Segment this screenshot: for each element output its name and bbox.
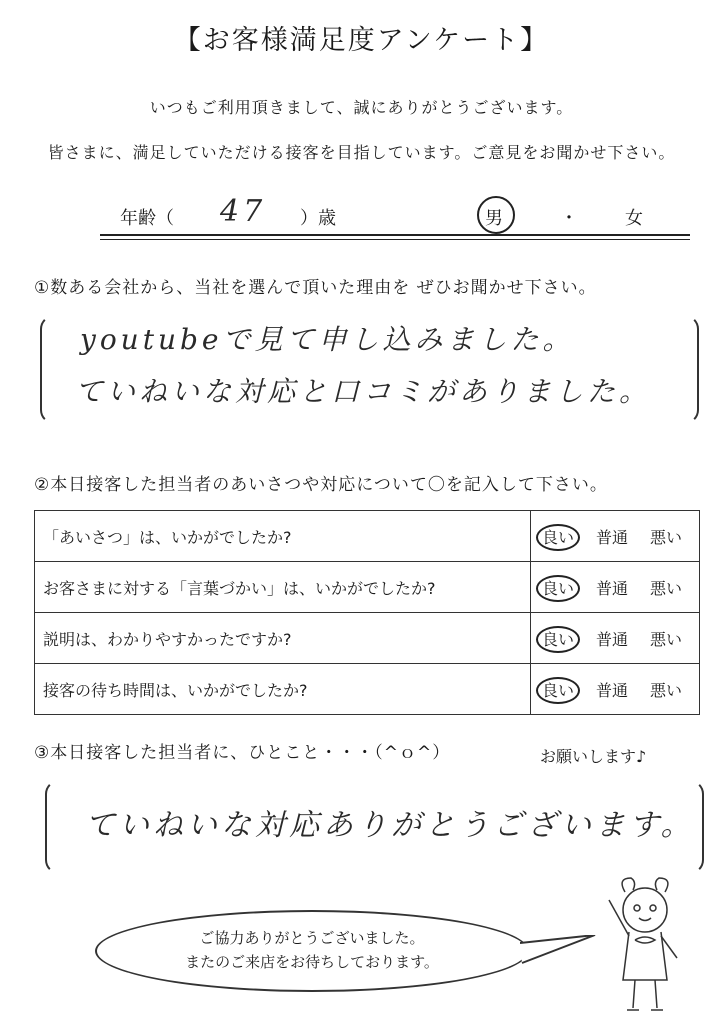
table-row xyxy=(35,613,700,664)
rating-option[interactable] xyxy=(585,576,639,599)
speech-bubble-tail xyxy=(520,935,600,975)
rating-options xyxy=(531,562,700,613)
request-text: お願いします♪ xyxy=(540,747,647,766)
rating-option-label: 悪い xyxy=(649,578,682,598)
rating-option[interactable] xyxy=(531,678,585,701)
answer-3-text: ていねいな対応ありがとうございます。 xyxy=(85,808,695,843)
rating-option-label: 普通 xyxy=(595,578,628,598)
rating-option-label: 普通 xyxy=(595,680,628,700)
divider xyxy=(100,234,690,236)
rating-option-label: 良い xyxy=(536,677,580,704)
rating-option-label: 良い xyxy=(536,524,580,551)
question-3: ③本日接客した担当者に、ひとこと・・・（^ｏ^） xyxy=(34,743,451,763)
question-2: ②本日接客した担当者のあいさつや対応について〇を記入して下さい。 xyxy=(34,475,608,495)
question-1: ①数ある会社から、当社を選んで頂いた理由を ぜひお聞かせ下さい。 xyxy=(34,278,597,298)
rating-option-label: 悪い xyxy=(649,629,682,649)
rating-option-label: 悪い xyxy=(649,527,682,547)
closing-line-2: またのご来店をお待ちしております。 xyxy=(185,953,439,971)
rating-option[interactable] xyxy=(639,576,693,599)
rating-option[interactable] xyxy=(639,525,693,548)
closing-line-1: ご協力ありがとうございました。 xyxy=(199,929,425,947)
intro-line-1: いつもご利用頂きまして、誠にありがとうございます。 xyxy=(149,98,574,117)
age-suffix: ）歳 xyxy=(300,208,336,229)
age-value[interactable]: 47 xyxy=(220,194,267,229)
row-question: 接客の待ち時間は、いかがでしたか? xyxy=(35,664,531,715)
gender-male-label: 男 xyxy=(485,208,503,229)
rating-option[interactable] xyxy=(639,627,693,650)
rating-options xyxy=(531,511,700,562)
rating-option[interactable] xyxy=(585,678,639,701)
row-question: お客さまに対する「言葉づかい」は、いかがでしたか? xyxy=(35,562,531,613)
row-question: 説明は、わかりやすかったですか? xyxy=(35,613,531,664)
table-row xyxy=(35,664,700,715)
rating-option[interactable] xyxy=(639,678,693,701)
rating-option[interactable] xyxy=(531,525,585,548)
gender-male-option[interactable] xyxy=(485,204,503,230)
rating-option[interactable] xyxy=(531,576,585,599)
age-label: 年齢（ xyxy=(120,208,174,229)
selected-circle xyxy=(477,196,515,234)
table-row xyxy=(35,562,700,613)
rating-option-label: 良い xyxy=(536,626,580,653)
survey-title: 【お客様満足度アンケート】 xyxy=(173,25,550,56)
table-row xyxy=(35,511,700,562)
rating-option-label: 悪い xyxy=(649,680,682,700)
closing-speech-bubble xyxy=(95,910,529,992)
gender-female-option[interactable]: 女 xyxy=(625,208,643,229)
rating-option-label: 良い xyxy=(536,575,580,602)
evaluation-table xyxy=(34,510,700,715)
gender-separator: ・ xyxy=(560,208,578,229)
intro-line-2: 皆さまに、満足していただける接客を目指しています。ご意見をお聞かせ下さい。 xyxy=(47,143,676,162)
rating-option[interactable] xyxy=(585,525,639,548)
profile-row xyxy=(100,194,690,240)
rating-option[interactable] xyxy=(585,627,639,650)
rating-option-label: 普通 xyxy=(595,629,628,649)
divider xyxy=(100,239,690,240)
rating-option-label: 普通 xyxy=(595,527,628,547)
rating-option[interactable] xyxy=(531,627,585,650)
row-question: 「あいさつ」は、いかがでしたか? xyxy=(35,511,531,562)
rating-options xyxy=(531,664,700,715)
rating-options xyxy=(531,613,700,664)
answer-1-line-2: ていねいな対応と口コミがありました。 xyxy=(75,375,652,408)
answer-1-line-1: youtubeで見て申し込みました。 xyxy=(80,323,575,356)
mascot-illustration xyxy=(595,870,695,1020)
